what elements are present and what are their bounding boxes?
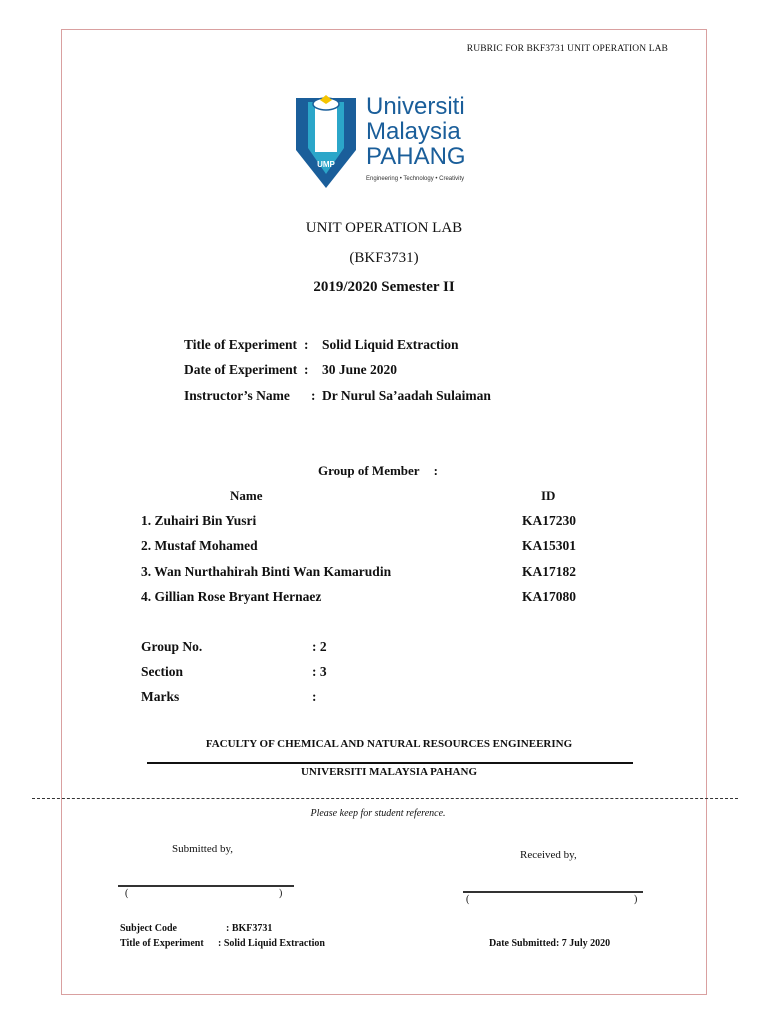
divider-line	[147, 762, 633, 764]
subject-code-value: : BKF3731	[226, 923, 273, 934]
logo-line3: PAHANG	[366, 143, 466, 170]
course-code: (BKF3731)	[349, 250, 419, 266]
paren-close: )	[279, 888, 283, 899]
date-submitted: Date Submitted: 7 July 2020	[489, 938, 611, 949]
university-name: UNIVERSITI MALAYSIA PAHANG	[300, 766, 478, 778]
info-label: Instructor’s Name	[184, 388, 290, 403]
group-no-value: : 2	[312, 639, 327, 654]
paren-open: (	[125, 888, 129, 899]
keep-note: Please keep for student reference.	[310, 808, 446, 819]
info-value: Dr Nurul Sa’aadah Sulaiman	[322, 388, 491, 403]
logo-line2: Malaysia	[366, 118, 461, 145]
marks-label: Marks	[141, 689, 180, 704]
footer-title-value: : Solid Liquid Extraction	[218, 938, 325, 949]
group-heading: Group of Member :	[318, 463, 438, 478]
university-logo	[294, 92, 478, 192]
received-signature-line	[463, 891, 643, 893]
column-name-header: Name	[230, 488, 263, 503]
info-date-row: Date of Experiment : 30 June 2020	[184, 362, 398, 377]
paren-close: )	[634, 894, 638, 905]
group-no-label: Group No.	[141, 639, 203, 654]
course-title: UNIT OPERATION LAB	[305, 220, 463, 236]
column-id-header: ID	[541, 488, 556, 503]
cut-line	[32, 798, 738, 799]
member-id: KA17182	[522, 564, 576, 579]
member-name: 2. Mustaf Mohamed	[141, 538, 258, 553]
member-name: 1. Zuhairi Bin Yusri	[141, 513, 257, 528]
member-name: 3. Wan Nurthahirah Binti Wan Kamarudin	[141, 564, 392, 579]
page-header: RUBRIC FOR BKF3731 UNIT OPERATION LAB	[466, 44, 668, 54]
semester: 2019/2020 Semester II	[313, 279, 455, 295]
marks-value: :	[312, 689, 317, 704]
info-value: 30 June 2020	[322, 362, 398, 377]
logo-badge: UMP	[317, 160, 335, 169]
logo-line1: Universiti	[366, 93, 465, 120]
submitted-by-label: Submitted by,	[172, 843, 234, 855]
member-name: 4. Gillian Rose Bryant Hernaez	[141, 589, 322, 604]
info-label: Title of Experiment	[184, 337, 297, 352]
faculty-name: FACULTY OF CHEMICAL AND NATURAL RESOURCES ENGINEERING	[205, 738, 573, 750]
subject-code-label: Subject Code	[120, 923, 177, 934]
info-instructor-row: Instructor’s Name : Dr Nurul Sa’aadah Sulaiman	[184, 388, 491, 403]
member-id: KA17080	[522, 589, 576, 604]
section-label: Section	[141, 664, 183, 679]
logo-tagline: Engineering • Technology • Creativity	[366, 176, 465, 182]
received-by-label: Received by,	[520, 849, 577, 861]
info-label: Date of Experiment	[184, 362, 298, 377]
footer-title-label: Title of Experiment	[120, 938, 204, 949]
info-value: Solid Liquid Extraction	[322, 337, 459, 352]
member-id: KA15301	[522, 538, 576, 553]
submitted-signature-line	[118, 885, 294, 887]
member-id: KA17230	[522, 513, 576, 528]
section-value: : 3	[312, 664, 327, 679]
paren-open: (	[466, 894, 470, 905]
info-title-row: Title of Experiment : Solid Liquid Extraction	[184, 337, 459, 352]
